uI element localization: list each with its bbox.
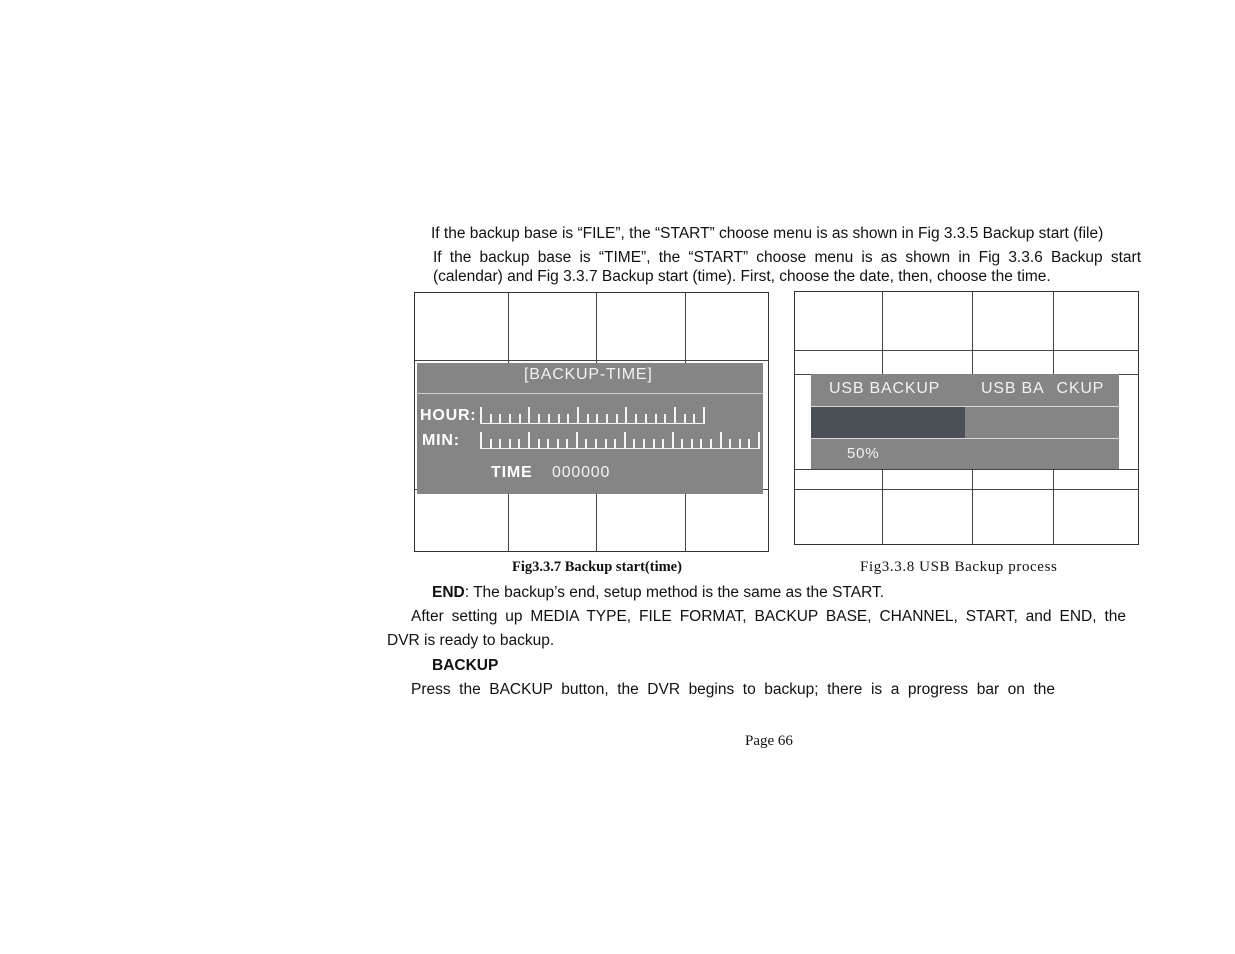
scale-tick [595,439,597,449]
scale-tick [499,439,501,449]
figure-time-caption: Fig3.3.7 Backup start(time) [512,559,682,575]
usb-backup-left-label: USB BACKUP [829,380,941,397]
scale-tick [480,407,482,424]
scale-tick [519,414,521,424]
scale-tick [538,439,540,449]
scale-tick [643,439,645,449]
grid-line [795,489,1138,490]
osd-title: [BACKUP-TIME] [524,366,653,383]
scale-tick [710,439,712,449]
scale-tick [528,407,530,424]
end-term: END [432,584,465,601]
scale-tick [547,439,549,449]
scale-tick [528,432,530,449]
usb-backup-osd-panel [811,374,1119,469]
scale-tick [576,432,578,449]
scale-tick [606,414,608,424]
osd-divider [811,438,1119,439]
scale-tick [624,432,626,449]
scale-tick [693,414,695,424]
backup-time-osd-panel [417,363,763,494]
scale-tick [605,439,607,449]
grid-line [795,469,1138,470]
scale-tick [509,414,511,424]
scale-tick [558,414,560,424]
scale-tick [633,439,635,449]
scale-tick [616,414,618,424]
setup-line-1: After setting up MEDIA TYPE, FILE FORMAT, BACKUP BASE, CHANNEL, START, and END, the [411,608,1126,625]
usb-backup-right-label-part2: CKUP [1056,380,1105,397]
scale-tick [499,414,501,424]
scale-tick [758,432,760,449]
press-line: Press the BACKUP button, the DVR begins to backup; there is a progress bar on the [411,681,1055,698]
usb-progress-fill [811,407,965,438]
grid-line [415,360,768,361]
end-text: : The backup’s end, setup method is the same as the START. [464,584,885,601]
scale-tick [518,439,520,449]
min-label: MIN: [422,432,460,449]
scale-tick [635,414,637,424]
scale-tick [672,432,674,449]
scale-tick [729,439,731,449]
intro-line-2: If the backup base is “TIME”, the “START” choose menu is as shown in Fig 3.3.6 Backup start [433,249,1141,266]
scale-tick [655,414,657,424]
scale-tick [596,414,598,424]
scale-tick [674,407,676,424]
scale-tick [684,414,686,424]
scale-tick [664,414,666,424]
scale-tick [587,414,589,424]
usb-backup-right-label-part1: USB BA [981,380,1045,397]
scale-tick [490,414,492,424]
scale-tick [748,439,750,449]
scale-tick [703,407,705,424]
scale-tick [538,414,540,424]
scale-tick [739,439,741,449]
page-number: Page 66 [745,733,793,749]
figure-usb-backup [794,291,1139,545]
intro-line-1: If the backup base is “FILE”, the “START” choose menu is as shown in Fig 3.3.5 Backup start (file) [431,225,1104,242]
min-scale[interactable] [480,432,760,449]
usb-progress-percent: 50% [847,445,880,462]
scale-tick [548,414,550,424]
usb-backup-right-label [981,380,1104,398]
scale-tick [480,432,482,449]
grid-line [795,350,1138,351]
scale-tick [700,439,702,449]
scale-tick [653,439,655,449]
end-paragraph [432,583,884,603]
scale-tick [662,439,664,449]
osd-title-divider [417,393,763,394]
scale-tick [614,439,616,449]
time-value: 000000 [552,464,611,481]
figure-usb-caption: Fig3.3.8 USB Backup process [860,559,1058,575]
setup-line-2: DVR is ready to backup. [387,632,555,649]
scale-tick [681,439,683,449]
time-label: TIME [491,464,533,481]
scale-tick [691,439,693,449]
scale-tick [645,414,647,424]
scale-tick [566,439,568,449]
scale-tick [509,439,511,449]
scale-tick [577,407,579,424]
figure-backup-time [414,292,769,552]
hour-label: HOUR: [420,407,477,424]
scale-tick [625,407,627,424]
intro-line-3: (calendar) and Fig 3.3.7 Backup start (time). First, choose the date, then, choose the time. [433,268,1051,285]
scale-tick [720,432,722,449]
scale-tick [585,439,587,449]
backup-heading: BACKUP [432,657,499,674]
hour-scale[interactable] [480,407,705,424]
scale-tick [557,439,559,449]
scale-tick [567,414,569,424]
scale-tick [490,439,492,449]
